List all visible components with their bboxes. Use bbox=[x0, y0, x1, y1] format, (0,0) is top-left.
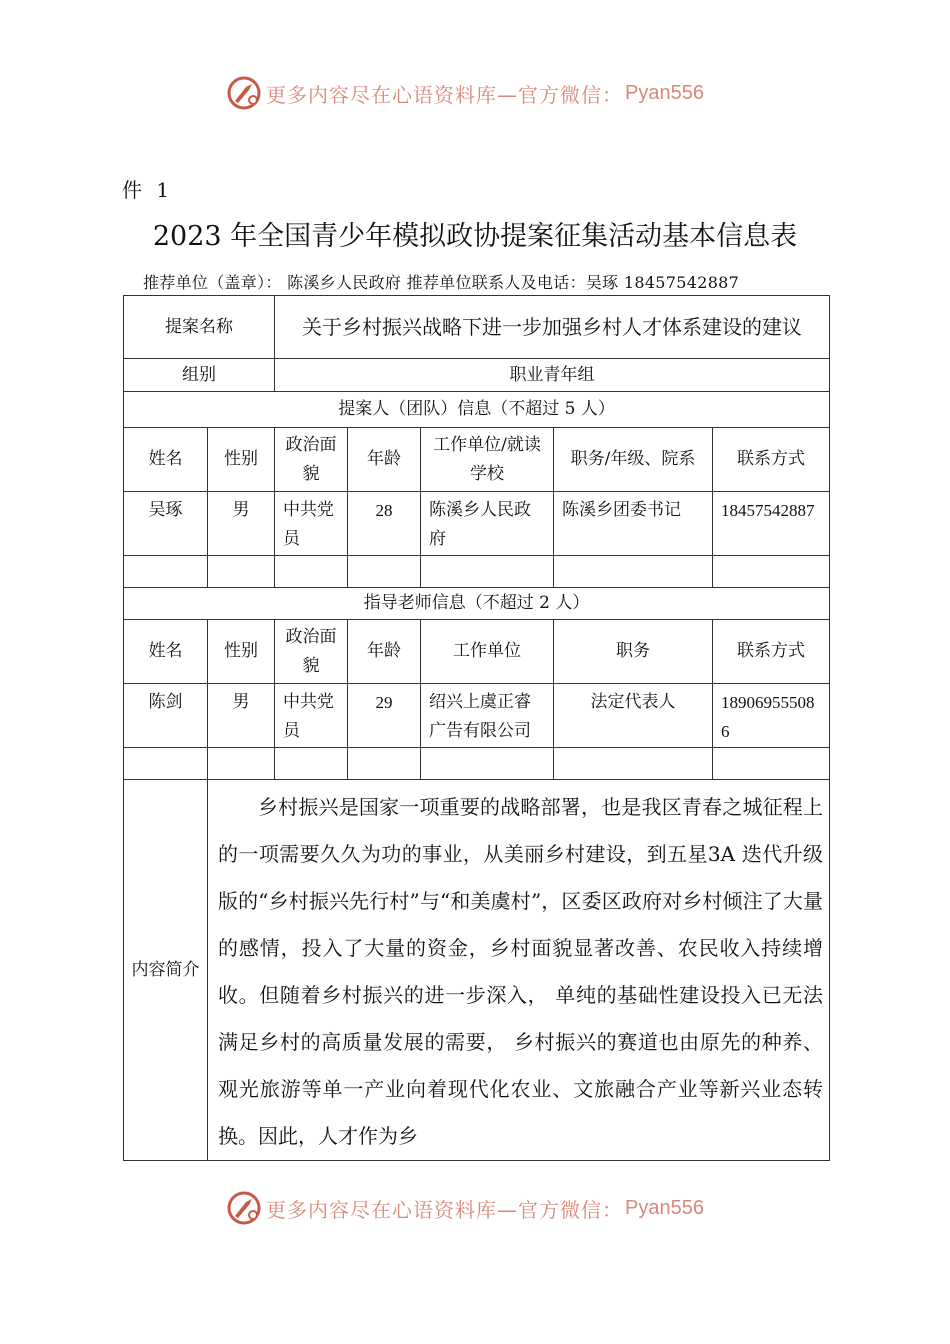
proposer-empty-row bbox=[124, 556, 830, 588]
summary-row bbox=[124, 780, 830, 1161]
group-label: 组别 bbox=[124, 359, 275, 392]
proposer-header-row bbox=[124, 428, 830, 492]
info-table bbox=[123, 295, 830, 1161]
recommend-line: 推荐单位（盖章）： 陈溪乡人民政府 推荐单位联系人及电话：吴琢 18457542887 bbox=[143, 273, 740, 292]
banner-wechat-id: Pyan556 bbox=[625, 1196, 704, 1219]
advisor-header-position: 职务 bbox=[554, 620, 713, 684]
advisor-header-row bbox=[124, 620, 830, 684]
proposer-gender: 男 bbox=[208, 492, 275, 556]
header-unit: 工作单位/就读学校 bbox=[421, 428, 554, 492]
group-value: 职业青年组 bbox=[275, 359, 830, 392]
logo-icon bbox=[226, 75, 262, 111]
advisor-header-contact: 联系方式 bbox=[713, 620, 830, 684]
header-political: 政治面貌 bbox=[275, 428, 348, 492]
proposal-name-value: 关于乡村振兴战略下进一步加强乡村人才体系建设的建议 bbox=[275, 296, 830, 359]
advisor-unit: 绍兴上虞正睿广告有限公司 bbox=[421, 684, 554, 748]
advisor-political: 中共党员 bbox=[275, 684, 348, 748]
watermark-banner-bottom bbox=[226, 1188, 704, 1228]
proposer-position: 陈溪乡团委书记 bbox=[554, 492, 713, 556]
advisor-age: 29 bbox=[348, 684, 421, 748]
group-row bbox=[124, 359, 830, 392]
proposer-section-row bbox=[124, 392, 830, 428]
summary-text: 乡村振兴是国家一项重要的战略部署，也是我区青春之城征程上的一项需要久久为功的事业，从美丽乡村建设，到五星3A 迭代升级版的“乡村振兴先行村”与“和美虞村”，区委区政府对乡村倾注了大量的感情，投入了大量的资金，乡村面貌显著改善、农民收入持续增收。但随着乡村振兴的进一步深入， 单纯的基础性建设投入已无法满足乡村的高质量发展的需要， 乡村振兴的赛道也由原先的种养、观光旅游等单一产业向着现代化农业、文旅融合产业等新兴业态转换。因此，人才作为乡 bbox=[208, 780, 830, 1161]
summary-label: 内容简介 bbox=[124, 780, 208, 1161]
proposer-political: 中共党员 bbox=[275, 492, 348, 556]
advisor-section-title: 指导老师信息（不超过 2 人） bbox=[124, 588, 830, 620]
advisor-header-gender: 性别 bbox=[208, 620, 275, 684]
advisor-row bbox=[124, 684, 830, 748]
attachment-label: 件 1 bbox=[122, 178, 174, 202]
watermark-banner-top bbox=[226, 73, 704, 113]
banner-text: 更多内容尽在心语资料库—官方微信： bbox=[266, 1197, 623, 1222]
advisor-header-unit: 工作单位 bbox=[421, 620, 554, 684]
header-position: 职务/年级、院系 bbox=[554, 428, 713, 492]
advisor-contact: 189069555086 bbox=[713, 684, 830, 748]
advisor-position: 法定代表人 bbox=[554, 684, 713, 748]
proposer-contact: 18457542887 bbox=[713, 492, 830, 556]
proposal-name-label: 提案名称 bbox=[124, 296, 275, 359]
header-age: 年龄 bbox=[348, 428, 421, 492]
logo-icon bbox=[226, 1190, 262, 1226]
proposer-row bbox=[124, 492, 830, 556]
advisor-header-age: 年龄 bbox=[348, 620, 421, 684]
header-gender: 性别 bbox=[208, 428, 275, 492]
proposer-section-title: 提案人（团队）信息（不超过 5 人） bbox=[124, 392, 830, 428]
advisor-header-political: 政治面貌 bbox=[275, 620, 348, 684]
advisor-empty-row bbox=[124, 748, 830, 780]
banner-wechat-id: Pyan556 bbox=[625, 81, 704, 104]
page-title: 2023 年全国青少年模拟政协提案征集活动基本信息表 bbox=[152, 221, 798, 252]
advisor-gender: 男 bbox=[208, 684, 275, 748]
header-name: 姓名 bbox=[124, 428, 208, 492]
advisor-section-row bbox=[124, 588, 830, 620]
proposer-age: 28 bbox=[348, 492, 421, 556]
proposal-name-row bbox=[124, 296, 830, 359]
proposer-unit: 陈溪乡人民政府 bbox=[421, 492, 554, 556]
advisor-name: 陈剑 bbox=[124, 684, 208, 748]
banner-text: 更多内容尽在心语资料库—官方微信： bbox=[266, 82, 623, 107]
proposer-name: 吴琢 bbox=[124, 492, 208, 556]
header-contact: 联系方式 bbox=[713, 428, 830, 492]
advisor-header-name: 姓名 bbox=[124, 620, 208, 684]
